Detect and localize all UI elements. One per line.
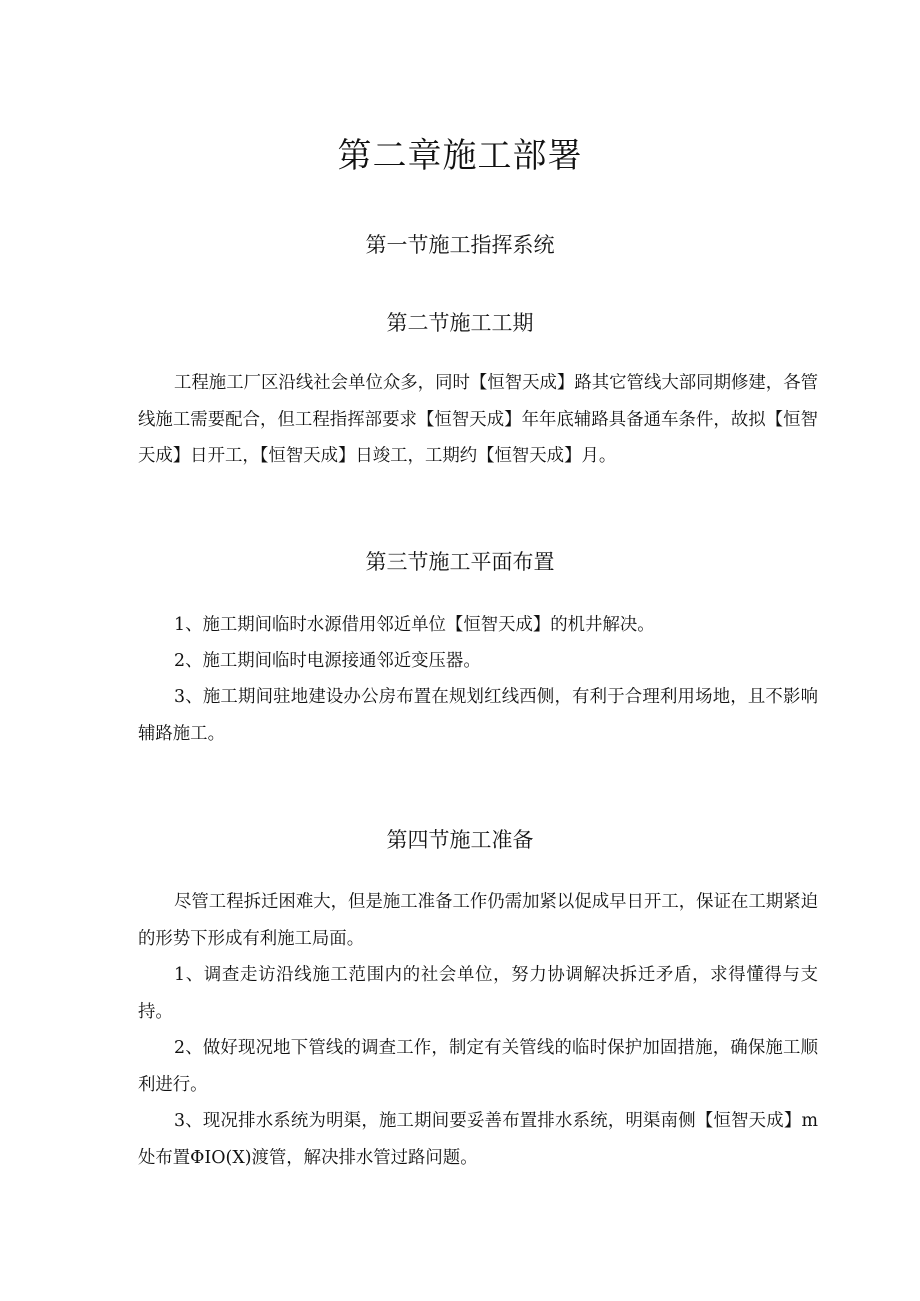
section-title-schedule: 第二节施工工期 [386, 311, 534, 335]
section-title-site-layout: 第三节施工平面布置 [365, 550, 555, 574]
paragraph-schedule: 工程施工厂区沿线社会单位众多，同时【恒智天成】路其它管线大部同期修建，各管线施工需要配合，但工程指挥部要求【恒智天成】年年底辅路具备通车条件，故拟【恒智天成】日开工，【恒智天成】日竣工，工期约【恒智天成】月。 [138, 373, 818, 466]
paragraph-prep-drainage: 3、现况排水系统为明渠，施工期间要妥善布置排水系统，明渠南侧【恒智天成】m处布置ΦIO(X)渡管，解决排水管过路问题。 [138, 1111, 818, 1168]
paragraph-prep-intro: 尽管工程拆迁困难大，但是施工准备工作仍需加紧以促成早日开工，保证在工期紧迫的形势下形成有利施工局面。 [138, 892, 818, 949]
paragraph-layout-water: 1、施工期间临时水源借用邻近单位【恒智天成】的机井解决。 [174, 615, 655, 635]
paragraph-prep-pipelines: 2、做好现况地下管线的调查工作，制定有关管线的临时保护加固措施，确保施工顺利进行。 [138, 1038, 818, 1095]
paragraph-prep-survey: 1、调查走访沿线施工范围内的社会单位，努力协调解决拆迁矛盾，求得懂得与支持。 [138, 965, 818, 1022]
section-title-command-system: 第一节施工指挥系统 [365, 233, 555, 257]
paragraph-layout-office: 3、施工期间驻地建设办公房布置在规划红线西侧，有利于合理利用场地，且不影响辅路施工。 [138, 687, 818, 744]
chapter-title: 第二章施工部署 [337, 136, 583, 176]
paragraph-layout-power: 2、施工期间临时电源接通邻近变压器。 [174, 651, 481, 671]
section-title-preparation: 第四节施工准备 [386, 828, 534, 852]
